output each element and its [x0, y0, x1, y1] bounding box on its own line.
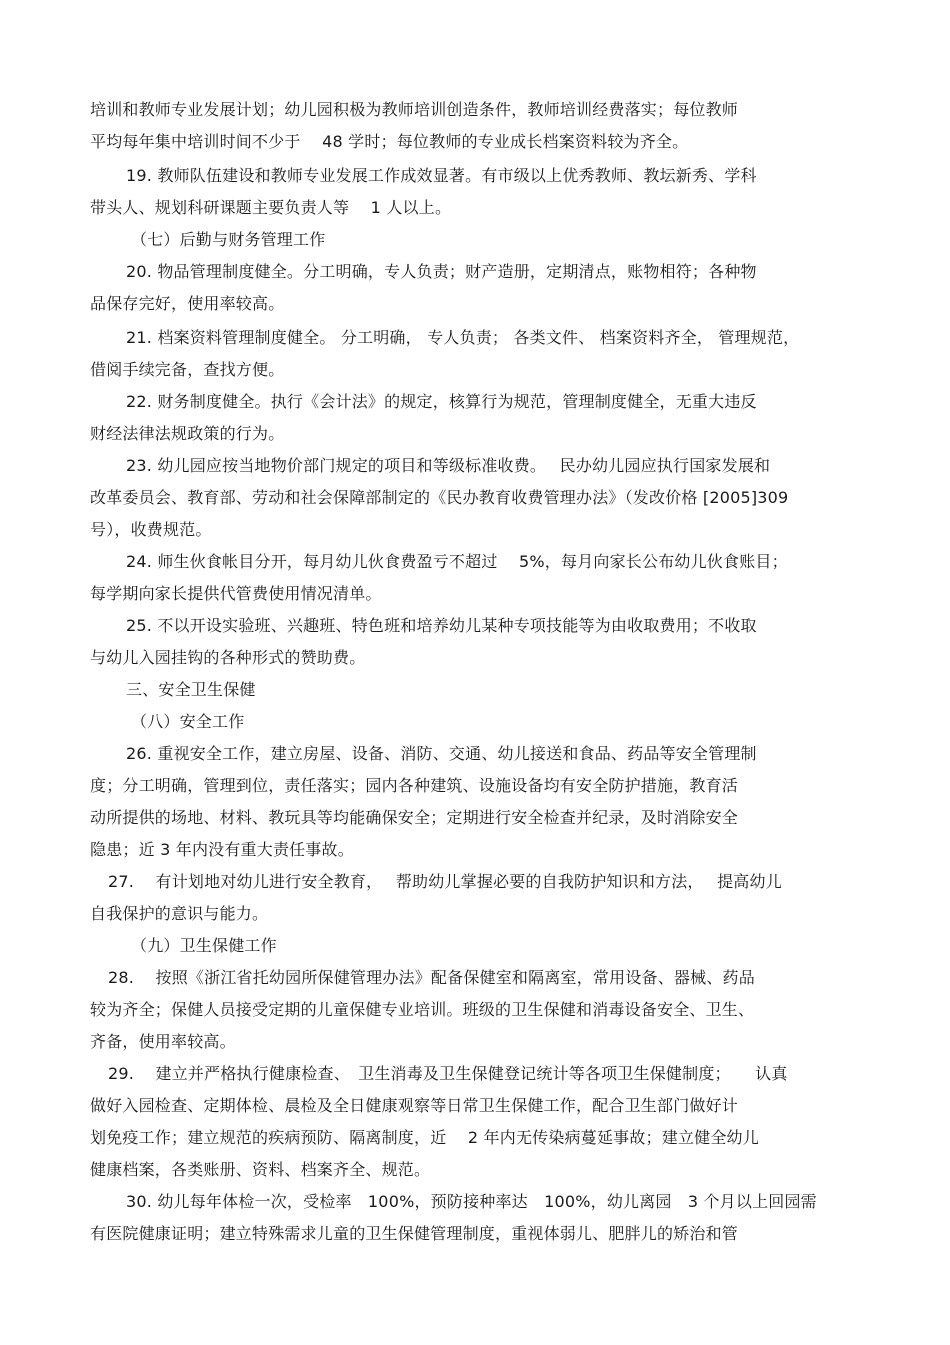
text-line: 健康档案，各类账册、资料、档案齐全、规范。 [90, 1160, 431, 1179]
text-line: 29. 建立并严格执行健康检查、 卫生消毒及卫生保健登记统计等各项卫生保健制度； 认真 [108, 1064, 788, 1083]
text-line: 30. 幼儿每年体检一次，受检率 100%，预防接种率达 100%，幼儿离园 3 个月以上回园需 [126, 1192, 817, 1211]
text-line: 借阅手续完备，查找方便。 [90, 360, 285, 379]
text-line: 动所提供的场地、材料、教玩具等均能确保安全；定期进行安全检查并纪录，及时消除安全 [90, 808, 739, 827]
text-line: 与幼儿入园挂钩的各种形式的赞助费。 [90, 648, 366, 667]
text-line: 平均每年集中培训时间不少于 48 学时；每位教师的专业成长档案资料较为齐全。 [90, 132, 689, 151]
text-line: 25. 不以开设实验班、兴趣班、特色班和培养幼儿某种专项技能等为由收取费用；不收取 [126, 616, 757, 635]
text-line: 19. 教师队伍建设和教师专业发展工作成效显著。有市级以上优秀教师、教坛新秀、学科 [126, 166, 757, 185]
text-line: 有医院健康证明；建立特殊需求儿童的卫生保健管理制度，重视体弱儿、肥胖儿的矫治和管 [90, 1224, 739, 1243]
text-line: 自我保护的意识与能力。 [90, 904, 269, 923]
text-line: 财经法律法规政策的行为。 [90, 424, 285, 443]
text-line: 培训和教师专业发展计划；幼儿园积极为教师培训创造条件，教师培训经费落实；每位教师 [90, 100, 739, 119]
text-line: 隐患；近 3 年内没有重大责任事故。 [90, 840, 354, 859]
text-line: 28. 按照《浙江省托幼园所保健管理办法》配备保健室和隔离室，常用设备、器械、药品 [108, 968, 755, 987]
section-heading: （八）安全工作 [131, 712, 245, 731]
text-line: 度；分工明确，管理到位，责任落实；园内各种建筑、设施设备均有安全防护措施，教育活 [90, 776, 739, 795]
text-line: 号），收费规范。 [90, 520, 212, 539]
text-line: 20. 物品管理制度健全。分工明确，专人负责；财产造册，定期清点，账物相符；各种物 [126, 262, 757, 281]
text-line: 较为齐全；保健人员接受定期的儿童保健专业培训。班级的卫生保健和消毒设备安全、卫生、 [90, 1000, 755, 1019]
text-line: 24. 师生伙食帐目分开，每月幼儿伙食费盈亏不超过 5%，每月向家长公布幼儿伙食账目； [126, 552, 788, 571]
text-line: 做好入园检查、定期体检、晨检及全日健康观察等日常卫生保健工作，配合卫生部门做好计 [90, 1096, 739, 1115]
section-heading: （九）卫生保健工作 [131, 936, 277, 955]
text-line: 27. 有计划地对幼儿进行安全教育， 帮助幼儿掌握必要的自我防护知识和方法， 提高幼儿 [108, 872, 782, 891]
text-line: 26. 重视安全工作，建立房屋、设备、消防、交通、幼儿接送和食品、药品等安全管理制 [126, 744, 757, 763]
text-line: 每学期向家长提供代管费使用情况清单。 [90, 584, 382, 603]
text-line: 改革委员会、教育部、劳动和社会保障部制定的《民办教育收费管理办法》（发改价格 [2005]309 [90, 488, 789, 507]
text-line: 23. 幼儿园应按当地物价部门规定的项目和等级标准收费。 民办幼儿园应执行国家发展和 [126, 456, 771, 475]
section-heading: （七）后勤与财务管理工作 [131, 230, 326, 249]
text-line: 21. 档案资料管理制度健全。 分工明确， 专人负责； 各类文件、 档案资料齐全， 管理规范， [126, 328, 800, 347]
text-line: 22. 财务制度健全。执行《会计法》的规定，核算行为规范，管理制度健全，无重大违反 [126, 392, 757, 411]
text-line: 带头人、规划科研课题主要负责人等 1 人以上。 [90, 198, 452, 217]
text-line: 齐备，使用率较高。 [90, 1032, 236, 1051]
section-heading: 三、安全卫生保健 [126, 680, 256, 699]
text-line: 划免疫工作；建立规范的疾病预防、隔离制度，近 2 年内无传染病蔓延事故；建立健全幼儿 [90, 1128, 759, 1147]
text-line: 品保存完好，使用率较高。 [90, 294, 285, 313]
